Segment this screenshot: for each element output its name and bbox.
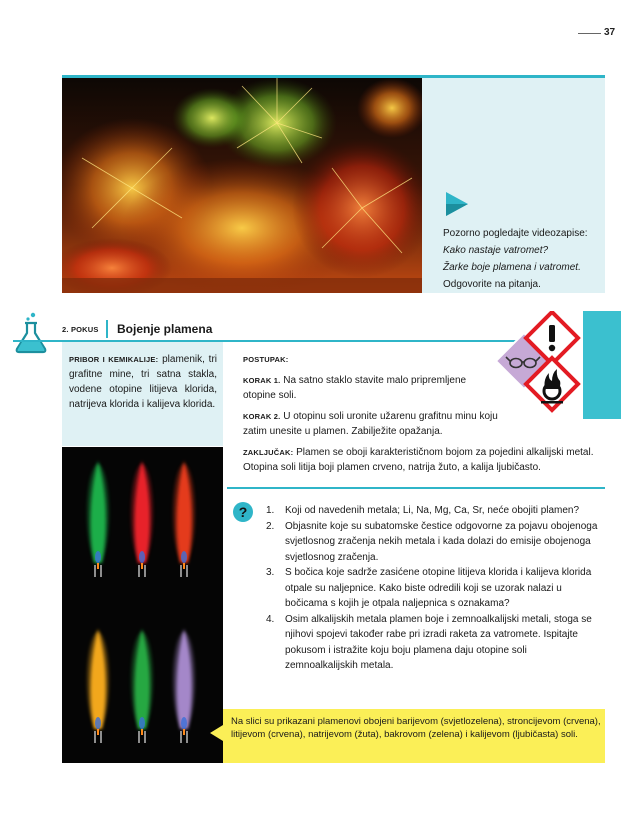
caption-text: Na slici su prikazani plamenovi obojeni barijevom (svjetlozelena), stroncijevom (crvena), litijevom (crvena), natrijevom (žuta), bakrovom (zelena) i kalijevom (ljubičasta) soli. bbox=[231, 716, 601, 740]
flame bbox=[173, 629, 195, 743]
materials-list: plamenik, tri grafitne mine, tri satna stakla, vodene otopine litijeva klorida, natrijeva klorida i kalijeva klorida. bbox=[69, 354, 217, 410]
play-icon[interactable] bbox=[444, 190, 470, 218]
svg-text:?: ? bbox=[238, 504, 248, 520]
video-instructions bbox=[443, 225, 601, 293]
video-title-2[interactable]: Žarke boje plamena i vatromet. bbox=[443, 262, 581, 273]
question-number: 3. bbox=[266, 567, 275, 578]
question-text: Koji od navedenih metala; Li, Na, Mg, Ca, Sr, neće obojiti plamen? bbox=[285, 505, 580, 516]
page-number: 37 bbox=[604, 27, 616, 38]
experiment-divider bbox=[106, 320, 108, 338]
step-2-text: U otopinu soli uronite užarenu grafitnu minu koju zatim unesite u plamen. Zabilježite opažanja. bbox=[243, 411, 498, 437]
caption-pointer bbox=[210, 725, 223, 741]
experiment-label: 2. POKUS bbox=[62, 325, 99, 334]
conclusion-text: Plamen se oboji karakterističnom bojom za pojedini alkalijski metal. Otopina soli litija boji plamen crveno, natrija žuto, a kalija ljubičasto. bbox=[243, 447, 594, 473]
experiment-title: Bojenje plamena bbox=[117, 322, 213, 336]
procedure-section bbox=[243, 352, 605, 481]
step-2-label: KORAK 2. bbox=[243, 412, 281, 421]
question-item bbox=[266, 503, 600, 519]
question-mark-icon bbox=[233, 502, 253, 522]
conclusion-label: ZAKLJUČAK: bbox=[243, 448, 294, 457]
flame bbox=[131, 461, 153, 577]
video-title-1[interactable]: Kako nastaje vatromet? bbox=[443, 245, 549, 256]
page-number-rule bbox=[578, 33, 601, 34]
question-item bbox=[266, 612, 600, 674]
question-number: 1. bbox=[266, 505, 275, 516]
flame-colors-photo bbox=[62, 447, 223, 763]
fireworks-photo bbox=[62, 78, 422, 293]
question-text: Objasnite koje su subatomske čestice odgovorne za pojavu obojenoga svjetlosnog zračenja nekih metala i kada dolazi do emisije obojenoga svjetlosnog zračenja. bbox=[285, 520, 598, 563]
question-item bbox=[266, 565, 600, 612]
questions-rule bbox=[227, 487, 605, 489]
question-item bbox=[266, 519, 600, 566]
procedure-label: POSTUPAK: bbox=[243, 355, 289, 364]
materials-label: PRIBOR I KEMIKALIJE: bbox=[69, 355, 159, 364]
question-text: Osim alkalijskih metala plamen boje i zemnoalkalijski metali, stoga se njihovi spojevi također rabe pri izradi raketa za vatromete. Ispitajte pokusom i istražite koju boju plamena daju otopine soli zemnoalkalijskih metala. bbox=[285, 613, 592, 671]
video-outro: Odgovorite na pitanja. bbox=[443, 279, 541, 290]
conclusion bbox=[243, 445, 605, 475]
question-number: 4. bbox=[266, 613, 275, 625]
question-number: 2. bbox=[266, 520, 275, 532]
materials-text bbox=[69, 352, 217, 412]
questions-list bbox=[266, 503, 600, 674]
step-1-text: Na satno staklo stavite malo pripremljene otopine soli. bbox=[243, 375, 467, 401]
flame bbox=[87, 461, 109, 577]
video-intro: Pozorno pogledajte videozapise: bbox=[443, 228, 588, 239]
step-1-label: KORAK 1. bbox=[243, 376, 281, 385]
procedure-step-1 bbox=[243, 373, 498, 403]
flame bbox=[131, 629, 153, 743]
flask-icon bbox=[13, 311, 49, 355]
procedure-step-2 bbox=[243, 409, 498, 439]
question-text: S bočica koje sadrže zasićene otopine litijeva klorida i kalijeva klorida otpale su naljepnice. Kako biste odredili koji se uzorak nalazi u bočicama s kojih je otpala naljepnica s oznakama? bbox=[285, 567, 592, 609]
flame bbox=[87, 629, 109, 743]
flame bbox=[173, 461, 195, 577]
